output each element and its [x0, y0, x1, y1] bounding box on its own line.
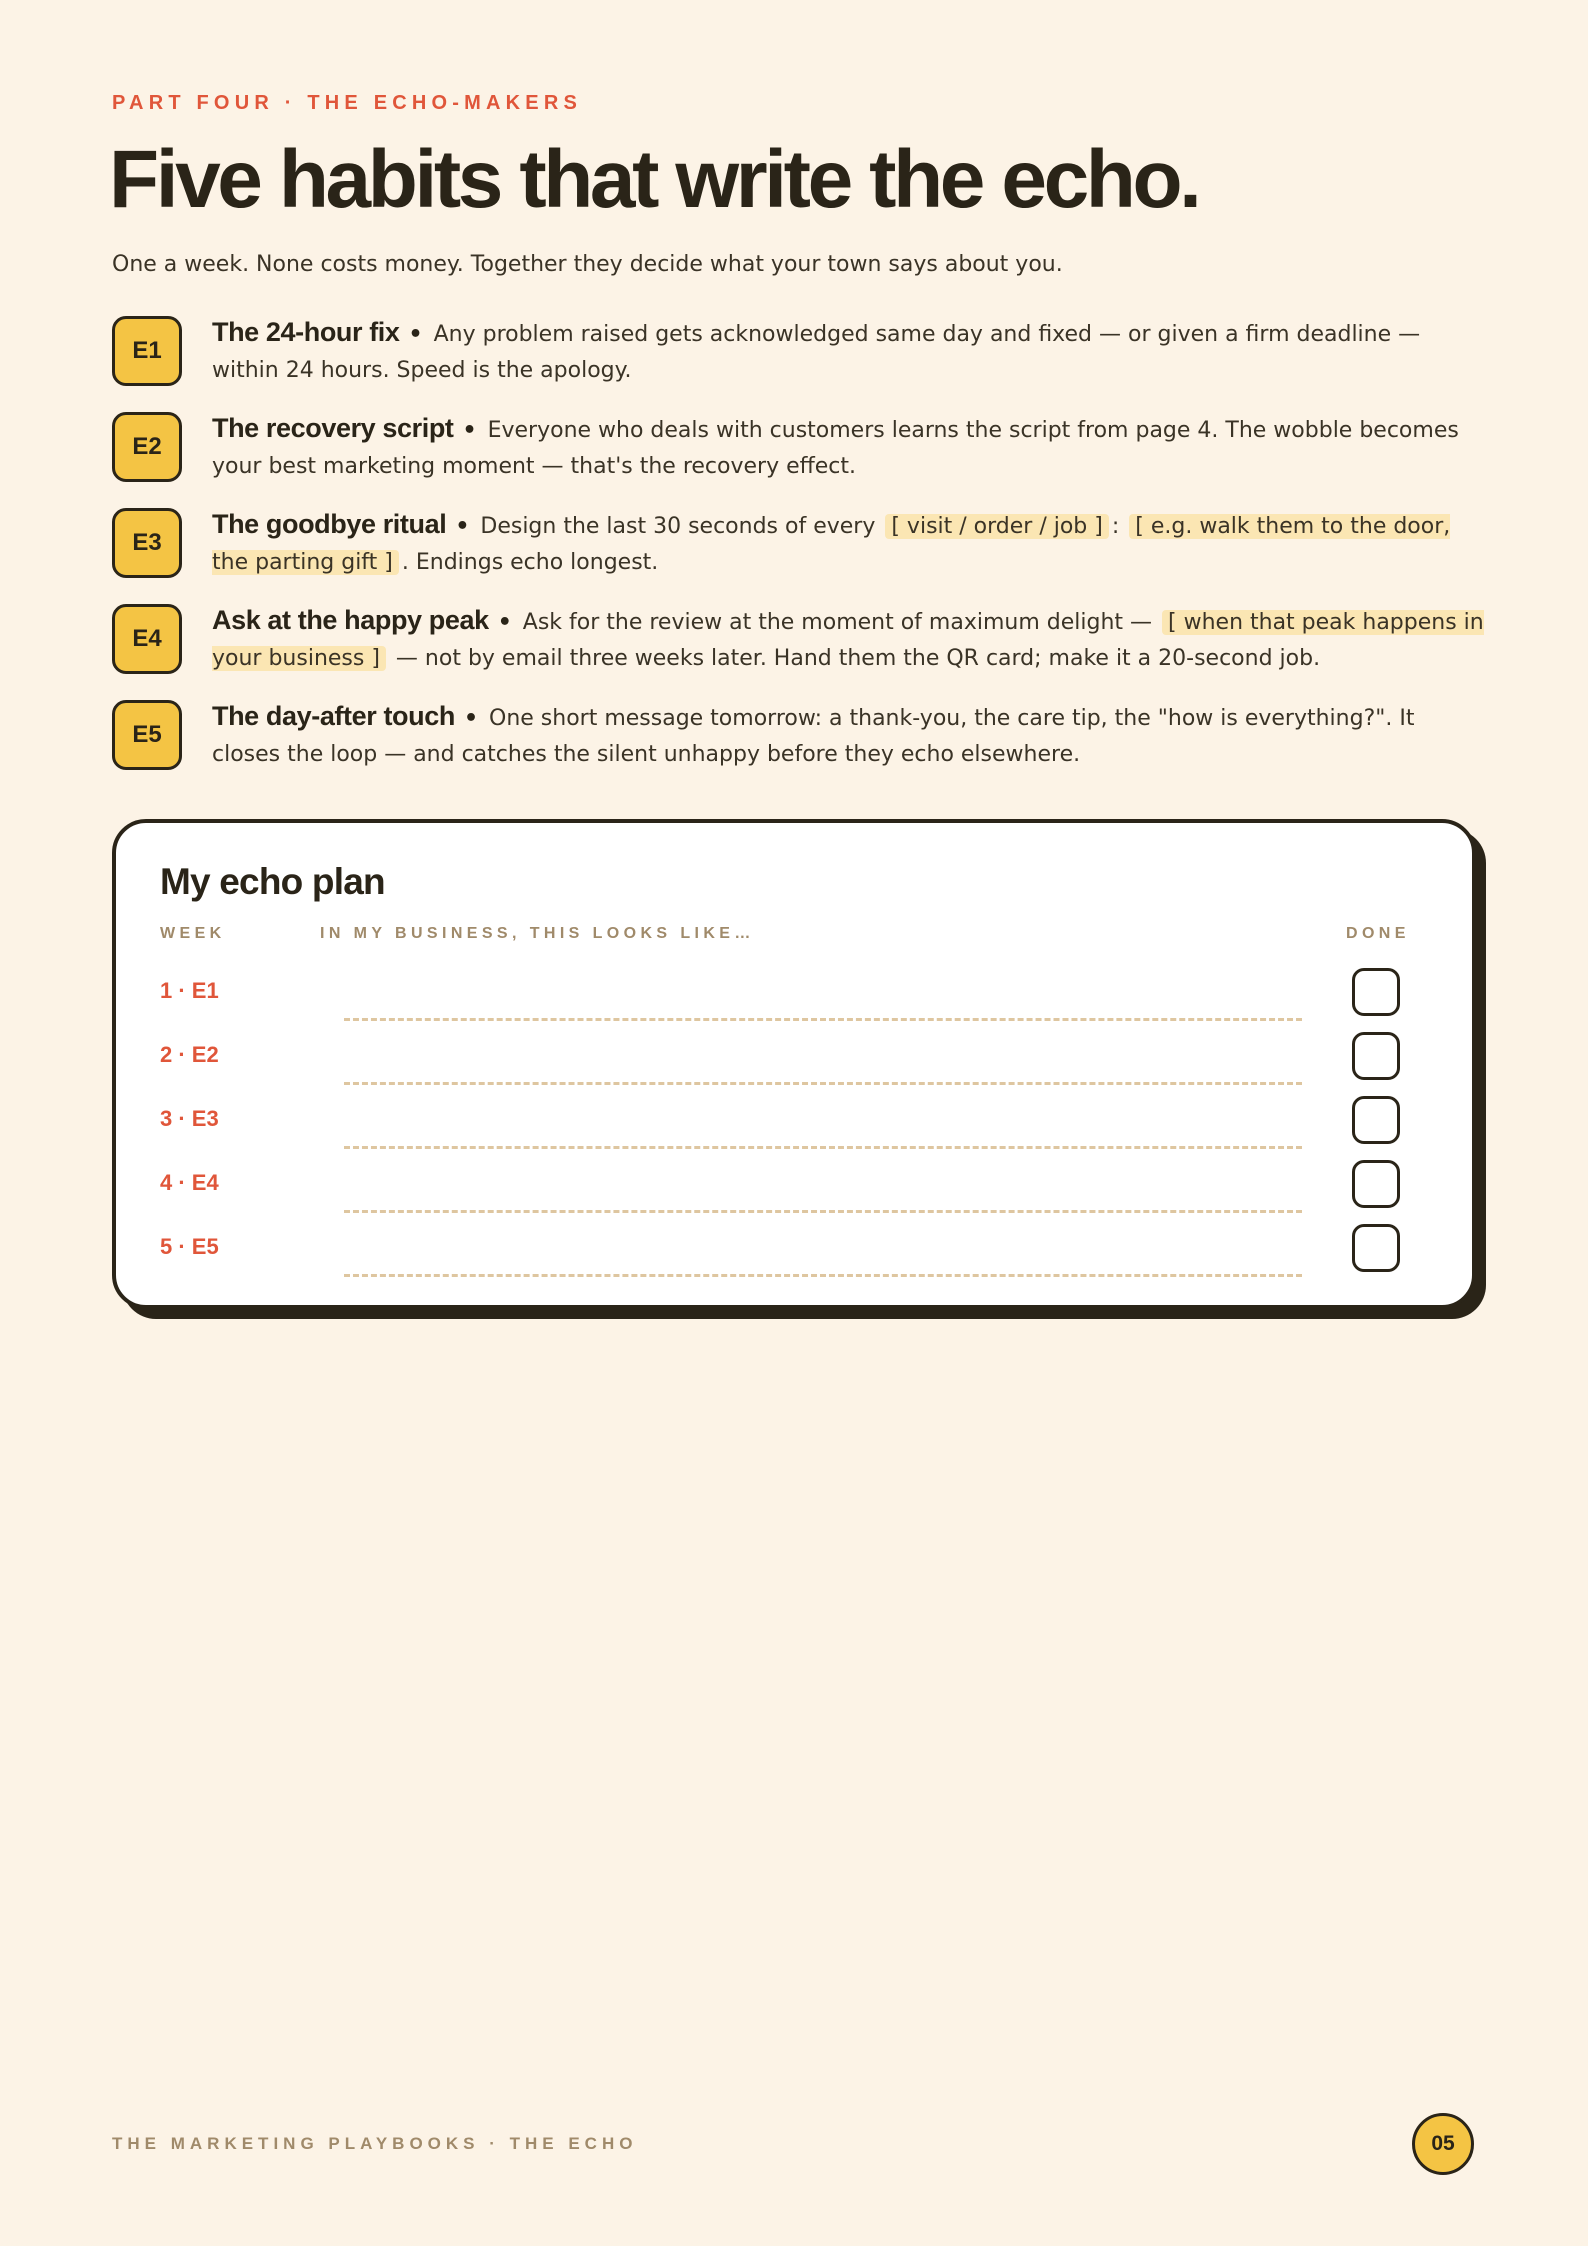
habit-separator: •	[497, 610, 512, 635]
page-number-badge: 05	[1412, 2113, 1474, 2175]
plan-week-label: 3 · E3	[160, 1106, 219, 1131]
footer-text: THE MARKETING PLAYBOOKS · THE ECHO	[112, 2134, 638, 2153]
habit-name: The day-after touch	[212, 701, 455, 731]
plan-row-1	[116, 978, 1472, 1042]
habit-description: One short message tomorrow: a thank-you, the care tip, the "how is everything?". It closes the loop — and catches the silent unhappy before they echo elsewhere.	[212, 706, 1415, 767]
habit-text	[212, 506, 1484, 581]
section-eyebrow: PART FOUR · THE ECHO-MAKERS	[112, 92, 583, 114]
done-checkbox[interactable]	[1352, 1032, 1400, 1080]
habit-name: The 24-hour fix	[212, 317, 400, 347]
write-in-line[interactable]	[344, 1082, 1302, 1085]
habit-name: The recovery script	[212, 413, 454, 443]
habit-badge: E2	[112, 412, 182, 482]
write-in-line[interactable]	[344, 1210, 1302, 1213]
column-header-week: WEEK	[160, 925, 226, 942]
habit-text	[212, 698, 1484, 773]
done-checkbox[interactable]	[1352, 968, 1400, 1016]
habit-text	[212, 602, 1484, 677]
plan-row-3	[116, 1106, 1472, 1170]
habit-separator: •	[463, 706, 478, 731]
habit-name: Ask at the happy peak	[212, 605, 489, 635]
intro-text: One a week. None costs money. Together they decide what your town says about you.	[112, 252, 1063, 277]
habit-e2	[112, 412, 1476, 492]
habit-separator: •	[455, 514, 470, 539]
habit-separator: •	[462, 418, 477, 443]
habit-badge: E5	[112, 700, 182, 770]
plan-week-label: 2 · E2	[160, 1042, 219, 1067]
plan-title: My echo plan	[160, 861, 385, 902]
plan-week-label: 1 · E1	[160, 978, 219, 1003]
plan-week-label: 4 · E4	[160, 1170, 219, 1195]
write-in-line[interactable]	[344, 1146, 1302, 1149]
fill-in-placeholder: [ visit / order / job ]	[885, 514, 1108, 539]
habit-badge: E3	[112, 508, 182, 578]
write-in-line[interactable]	[344, 1274, 1302, 1277]
habit-name: The goodbye ritual	[212, 509, 447, 539]
habit-e5	[112, 700, 1476, 780]
plan-row-5	[116, 1234, 1472, 1298]
column-header-done: DONE	[1346, 925, 1410, 942]
habit-e3	[112, 508, 1476, 588]
habit-separator: •	[408, 322, 423, 347]
done-checkbox[interactable]	[1352, 1224, 1400, 1272]
habit-description: — not by email three weeks later. Hand them the QR card; make it a 20-second job.	[395, 646, 1321, 671]
habit-text	[212, 314, 1484, 389]
habit-e1	[112, 316, 1476, 396]
echo-plan-card	[112, 819, 1476, 1309]
habit-description: Design the last 30 seconds of every	[480, 514, 876, 539]
page-title: Five habits that write the echo.	[109, 134, 1199, 225]
habit-description: . Endings echo longest.	[401, 550, 659, 575]
plan-week-label: 5 · E5	[160, 1234, 219, 1259]
fill-in-placeholder: [ when that peak happens in your business ]	[212, 610, 1484, 671]
done-checkbox[interactable]	[1352, 1160, 1400, 1208]
habit-description: Everyone who deals with customers learns the script from page 4. The wobble becomes your best marketing moment — that's the recovery effect.	[212, 418, 1459, 479]
habit-description: :	[1111, 514, 1120, 539]
plan-row-2	[116, 1042, 1472, 1106]
habit-description: Ask for the review at the moment of maximum delight —	[522, 610, 1153, 635]
habit-text	[212, 410, 1484, 485]
habit-description: Any problem raised gets acknowledged same day and fixed — or given a firm deadline — within 24 hours. Speed is the apology.	[212, 322, 1421, 383]
habit-e4	[112, 604, 1484, 684]
fill-in-placeholder: [ e.g. walk them to the door, the parting gift ]	[212, 514, 1451, 575]
column-header-looks-like: IN MY BUSINESS, THIS LOOKS LIKE…	[320, 925, 755, 942]
done-checkbox[interactable]	[1352, 1096, 1400, 1144]
habit-badge: E1	[112, 316, 182, 386]
habit-badge: E4	[112, 604, 182, 674]
plan-row-4	[116, 1170, 1472, 1234]
write-in-line[interactable]	[344, 1018, 1302, 1021]
